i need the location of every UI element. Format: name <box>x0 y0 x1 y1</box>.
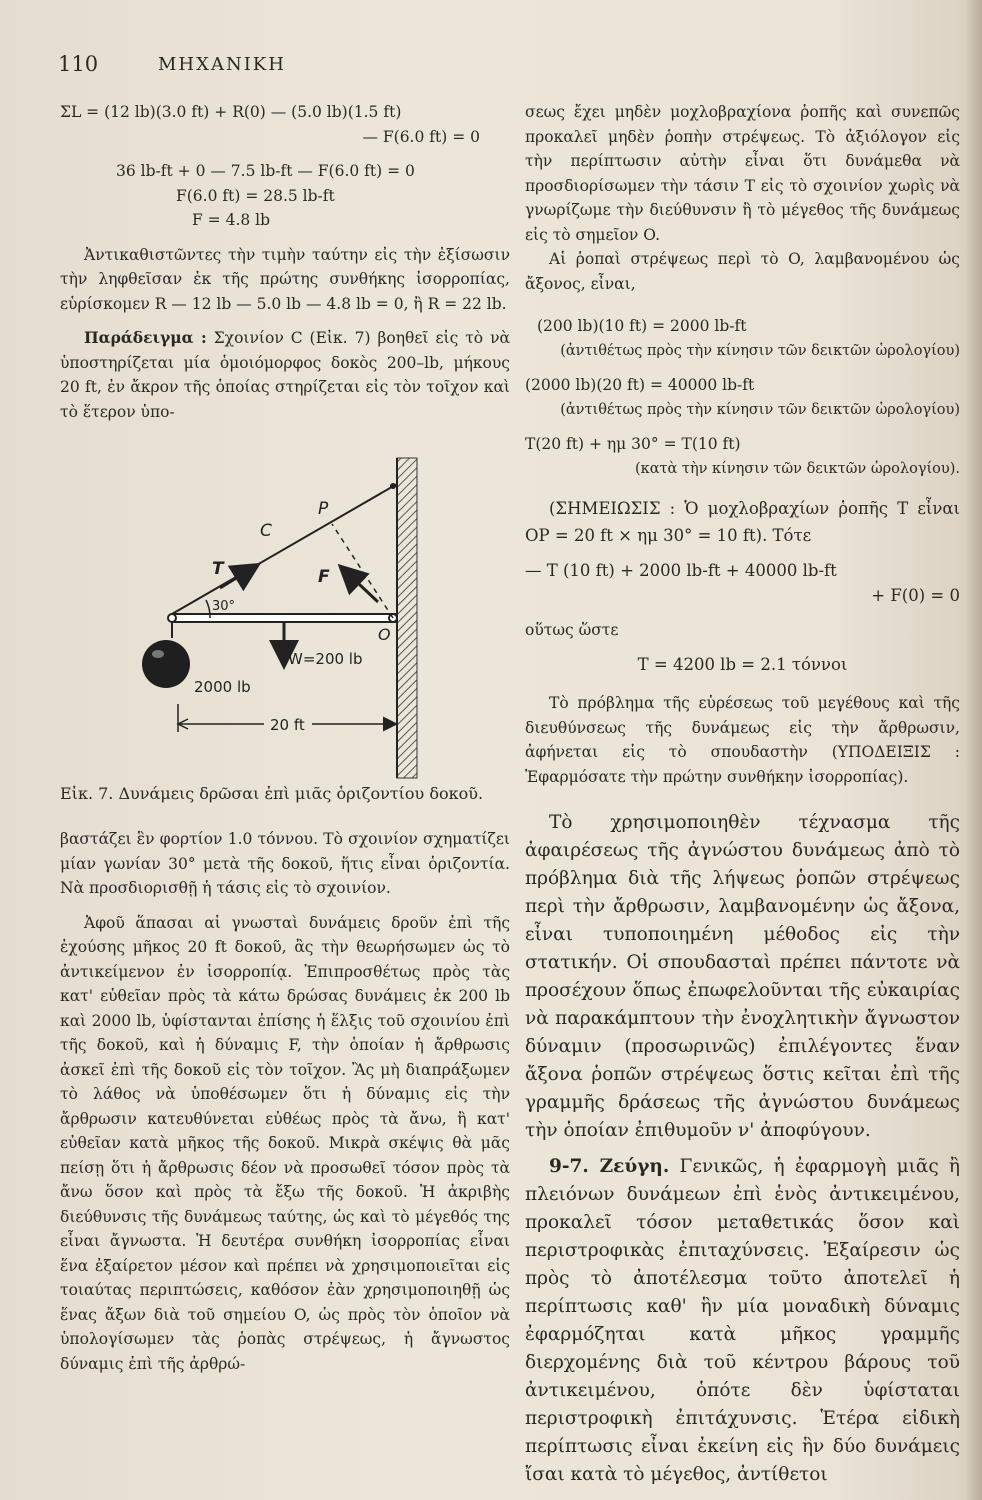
section-heading: 9-7. Ζεύγη. <box>549 1156 670 1177</box>
moment-2-equation: (2000 lb)(20 ft) = 40000 lb-ft <box>525 376 755 394</box>
left-column <box>60 100 510 1376</box>
label-T: T <box>212 559 224 579</box>
equation-step-1: 36 lb-ft + 0 — 7.5 lb-ft — F(6.0 ft) = 0 <box>116 162 415 180</box>
example-text: Σχοινίον C (Εἰκ. 7) βοηθεῖ εἰς τὸ νὰ ὑποστηρίζεται μία ὁμοιόμορφος δοκὸς 200–lb, μήκους 20 ft, ἐν ἄκρον τῆς ὁποίας στηρίζεται εἰς τὸν τοῖχον καὶ τὸ ἕτερον ὑπο- <box>60 329 511 421</box>
label-C: C <box>260 521 272 541</box>
paragraph-example <box>60 326 510 424</box>
load-weight <box>142 640 190 688</box>
moment-1 <box>525 314 960 363</box>
so-that: οὕτως ὥστε <box>525 621 619 639</box>
equation-sum-moments: ΣL = (12 lb)(3.0 ft) + R(0) — (5.0 lb)(1.5 ft) <box>60 103 402 121</box>
label-P: P <box>318 499 329 519</box>
rope <box>172 484 397 614</box>
moment-1-equation: (200 lb)(10 ft) = 2000 lb-ft <box>537 317 747 335</box>
paragraph-hinge-moment: σεως ἔχει μηδὲν μοχλοβραχίονα ῥοπῆς καὶ συνεπῶς προκαλεῖ μηδὲν ῥοπὴν στρέψεως. Τὸ ἀξιόλογον εἰς τὴν περίπτωσιν αὐτὴν εἶναι ὅτι δυνάμεθα νὰ προσδιορίσωμεν τὴν τάσιν T εἰς τὸ σχοινίον χωρὶς νὰ γνωρίζωμε τὴν διεύθυνσιν ἢ τὸ μέγεθος τῆς δυνάμεως εἰς τὸ σημεῖον O. <box>525 103 960 244</box>
label-beam-weight: W=200 lb <box>288 650 363 668</box>
sum-equation-cont: + F(0) = 0 <box>871 585 960 605</box>
moment-2 <box>525 373 960 422</box>
moment-3 <box>525 432 960 481</box>
beam-diagram <box>60 442 480 782</box>
wall <box>397 458 417 778</box>
paragraph-problem-statement: βαστάζει ἓν φορτίον 1.0 τόννου. Τὸ σχοινίον σχηματίζει μίαν γωνίαν 30° μετὰ τῆς δοκοῦ, ἥτις εἶναι ὁριζοντία. Νὰ προσδιορισθῇ ἡ τάσις εἰς τὸ σχοινίον. <box>60 830 510 897</box>
result-tension: T = 4200 lb = 2.1 τόννοι <box>637 654 848 674</box>
paragraph-method: Τὸ χρησιμοποιηθὲν τέχνασμα τῆς ἀφαιρέσεως τῆς ἀγνώστου δυνάμεως ἀπὸ τὸ πρόβλημα διὰ τῆς λήψεως ῥοπῶν στρέψεως περὶ τὴν ἄρθρωσιν, λαμβανομένην ὡς ἄξονα, εἶναι τυποποιημένη μέθοδος εἰς τὴν στατικήν. Οἱ σπουδασταὶ πρέπει πάντοτε νὰ προσέχουν ὅπως ἐπωφελοῦνται τῆς εὐκαιρίας νὰ παρακάμπτουν τὴν ἐνοχλητικὴν ἄγνωστον δύναμιν (προσωρινῶς) ἐπιλέγοντες ἕναν ἄξονα ῥοπῶν στρέψεως ὅστις κεῖται ἐπὶ τῆς γραμμῆς δράσεως τῆς ἀγνώστου δυνάμεως τὴν ὁποίαν ἐπιθυμοῦν ν' ἀποφύγουν. <box>525 812 960 1141</box>
running-title: ΜΗΧΑΝΙΚΗ <box>158 54 286 75</box>
label-length: 20 ft <box>270 716 305 734</box>
right-column <box>525 100 960 1489</box>
label-load-weight: 2000 lb <box>194 678 251 696</box>
beam <box>172 614 397 622</box>
figure-7 <box>60 442 480 782</box>
sum-equation: — T (10 ft) + 2000 lb-ft + 40000 lb-ft <box>525 561 837 580</box>
equation-step-2: F(6.0 ft) = 28.5 lb-ft <box>176 186 335 205</box>
label-F: F <box>318 567 330 587</box>
moment-1-note: (ἀντιθέτως πρὸς τὴν κίνησιν τῶν δεικτῶν ὡρολογίου) <box>560 342 960 359</box>
note-lever-arm: (ΣΗΜΕΙΩΣΙΣ : Ὁ μοχλοβραχίων ῥοπῆς T εἶναι OP = 20 ft × ημ 30° = 10 ft). Τότε <box>525 499 960 545</box>
equation-sum-moments-cont: — F(6.0 ft) = 0 <box>362 127 480 146</box>
page-number: 110 <box>58 52 99 76</box>
page-edge-shadow <box>964 0 982 1500</box>
moment-3-equation: T(20 ft) + ημ 30° = T(10 ft) <box>525 435 741 453</box>
figure-caption: Εἰκ. 7. Δυνάμεις δρῶσαι ἐπὶ μιᾶς ὁριζοντίου δοκοῦ. <box>60 784 484 803</box>
example-label: Παράδειγμα : <box>84 328 207 347</box>
paragraph-substitution: Ἀντικαθιστῶντες τὴν τιμὴν ταύτην εἰς τὴν ἐξίσωσιν τὴν ληφθεῖσαν ἐκ τῆς πρώτης συνθήκης ἰσορροπίας, εὑρίσκομεν R — 12 lb — 5.0 lb — 4.8 lb = 0, ἢ R = 22 lb. <box>60 245 510 313</box>
hinge-force-arrow <box>342 568 378 602</box>
equation-step-3: F = 4.8 lb <box>192 211 271 229</box>
label-O: O <box>378 625 391 644</box>
section-text: Γενικῶς, ἡ ἐφαρμογὴ μιᾶς ἢ πλειόνων δυνάμεων ἐπὶ ἑνὸς ἀντικειμένου, προκαλεῖ τόσον μεταθετικάς ὅσον καὶ περιστροφικὰς ἐπιταχύνσεις. Ἐξαίρεσιν ὡς πρὸς τὸ ἀποτέλεσμα τοῦτο ἀποτελεῖ ἡ περίπτωσις καθ' ἣν μία μοναδικὴ δύναμις ἐφαρμόζηται κατὰ μῆκος γραμμῆς διερχομένης διὰ τοῦ κέντρου βάρους τοῦ ἀντικειμένου, ὁπότε δὲν ὑφίσταται περιστροφικὴ ἐπιτάχυνσις. Ἑτέρα εἰδικὴ περίπτωσις εἶναι ἐκείνη εἰς ἣν δύο δυνάμεις ἴσαι κατὰ τὸ μέγεθος, ἀντίθετοι <box>525 1156 960 1485</box>
tension-arrow <box>220 566 256 588</box>
moment-3-note: (κατὰ τὴν κίνησιν τῶν δεικτῶν ὡρολογίου). <box>634 460 960 477</box>
moment-2-note: (ἀντιθέτως πρὸς τὴν κίνησιν τῶν δεικτῶν ὡρολογίου) <box>560 401 960 418</box>
label-angle: 30° <box>212 599 236 614</box>
paragraph-solution: Ἀφοῦ ἅπασαι αἱ γνωσταὶ δυνάμεις δροῦν ἐπὶ τῆς ἐχούσης μῆκος 20 ft δοκοῦ, ἂς τὴν θεωρήσωμεν ὡς τὸ ἀντικείμενον ἐν ἰσορροπίᾳ. Ἐπιπροσθέτως πρὸς τὰς κατ' εὐθεῖαν πρὸς τὰ κάτω δρώσας δυνάμεις ἐκ 200 lb καὶ 2000 lb, ὑφίστανται ἐπίσης ἡ ἕλξις τοῦ σχοινίου ἐπὶ τῆς δοκοῦ, καὶ ἡ δύναμις F, τὴν ὁποίαν ἡ ἄρθρωσις ἀσκεῖ ἐπὶ τῆς δοκοῦ εἰς τὸν τοῖχον. Ἂς μὴ διαπράξωμεν τὸ λάθος νὰ ὑποθέσωμεν ὅτι ἡ δύναμις εἰς τὴν ἄρθρωσιν κατευθύνεται εὐθέως πρὸς τὰ ἄνω, ἢ κατ' εὐθεῖαν κατὰ μῆκος τῆς δοκοῦ. Μικρὰ σκέψις θὰ μᾶς πείσῃ ὅτι ἡ ἄρθρωσις δέον νὰ προσωθεῖ τόσον πρὸς τὰ ἄνω ὅσον καὶ πρὸς τὰ ἔξω τῆς δοκοῦ. Ἡ ἀκριβὴς διεύθυνσις τῆς δυνάμεως ταύτης, ὡς καὶ τὸ μέγεθός της εἶναι ἄγνωστα. Ἡ δευτέρα συνθήκη ἰσορροπίας εἶναι ἕνα ἐξαίρετον μέσον καὶ πρέπει νὰ χρησιμοποιεῖται εἰς τοιαύτας περιπτώσεις, καθόσον ἐὰν χρησιμοποιηθῇ ὡς ἕνας ἄξων διὰ τοῦ σημείου O, ὡς πρὸς τὸν ὁποῖον νὰ ὑπολογίσωμεν τὰς ῥοπὰς στρέψεως, ἡ ἄγνωστος δύναμις ἐπὶ τῆς ἀρθρώ- <box>60 913 510 1373</box>
paragraph-exercise: Τὸ πρόβλημα τῆς εὑρέσεως τοῦ μεγέθους καὶ τῆς διευθύνσεως τῆς δυνάμεως εἰς τὴν ἄρθρωσιν, ἀφήνεται εἰς τὸ σπουδαστὴν (ΥΠΟΔΕΙΞΙΣ : Ἐφαρμόσατε τὴν πρώτην συνθήκην ἰσορροπίας). <box>525 694 960 786</box>
paragraph-moments-intro: Αἱ ῥοπαὶ στρέψεως περὶ τὸ O, λαμβανομένου ὡς ἄξονος, εἶναι, <box>525 250 960 293</box>
section-couples <box>525 1153 960 1489</box>
running-head <box>58 52 518 76</box>
lever-arm-OP <box>332 524 393 618</box>
